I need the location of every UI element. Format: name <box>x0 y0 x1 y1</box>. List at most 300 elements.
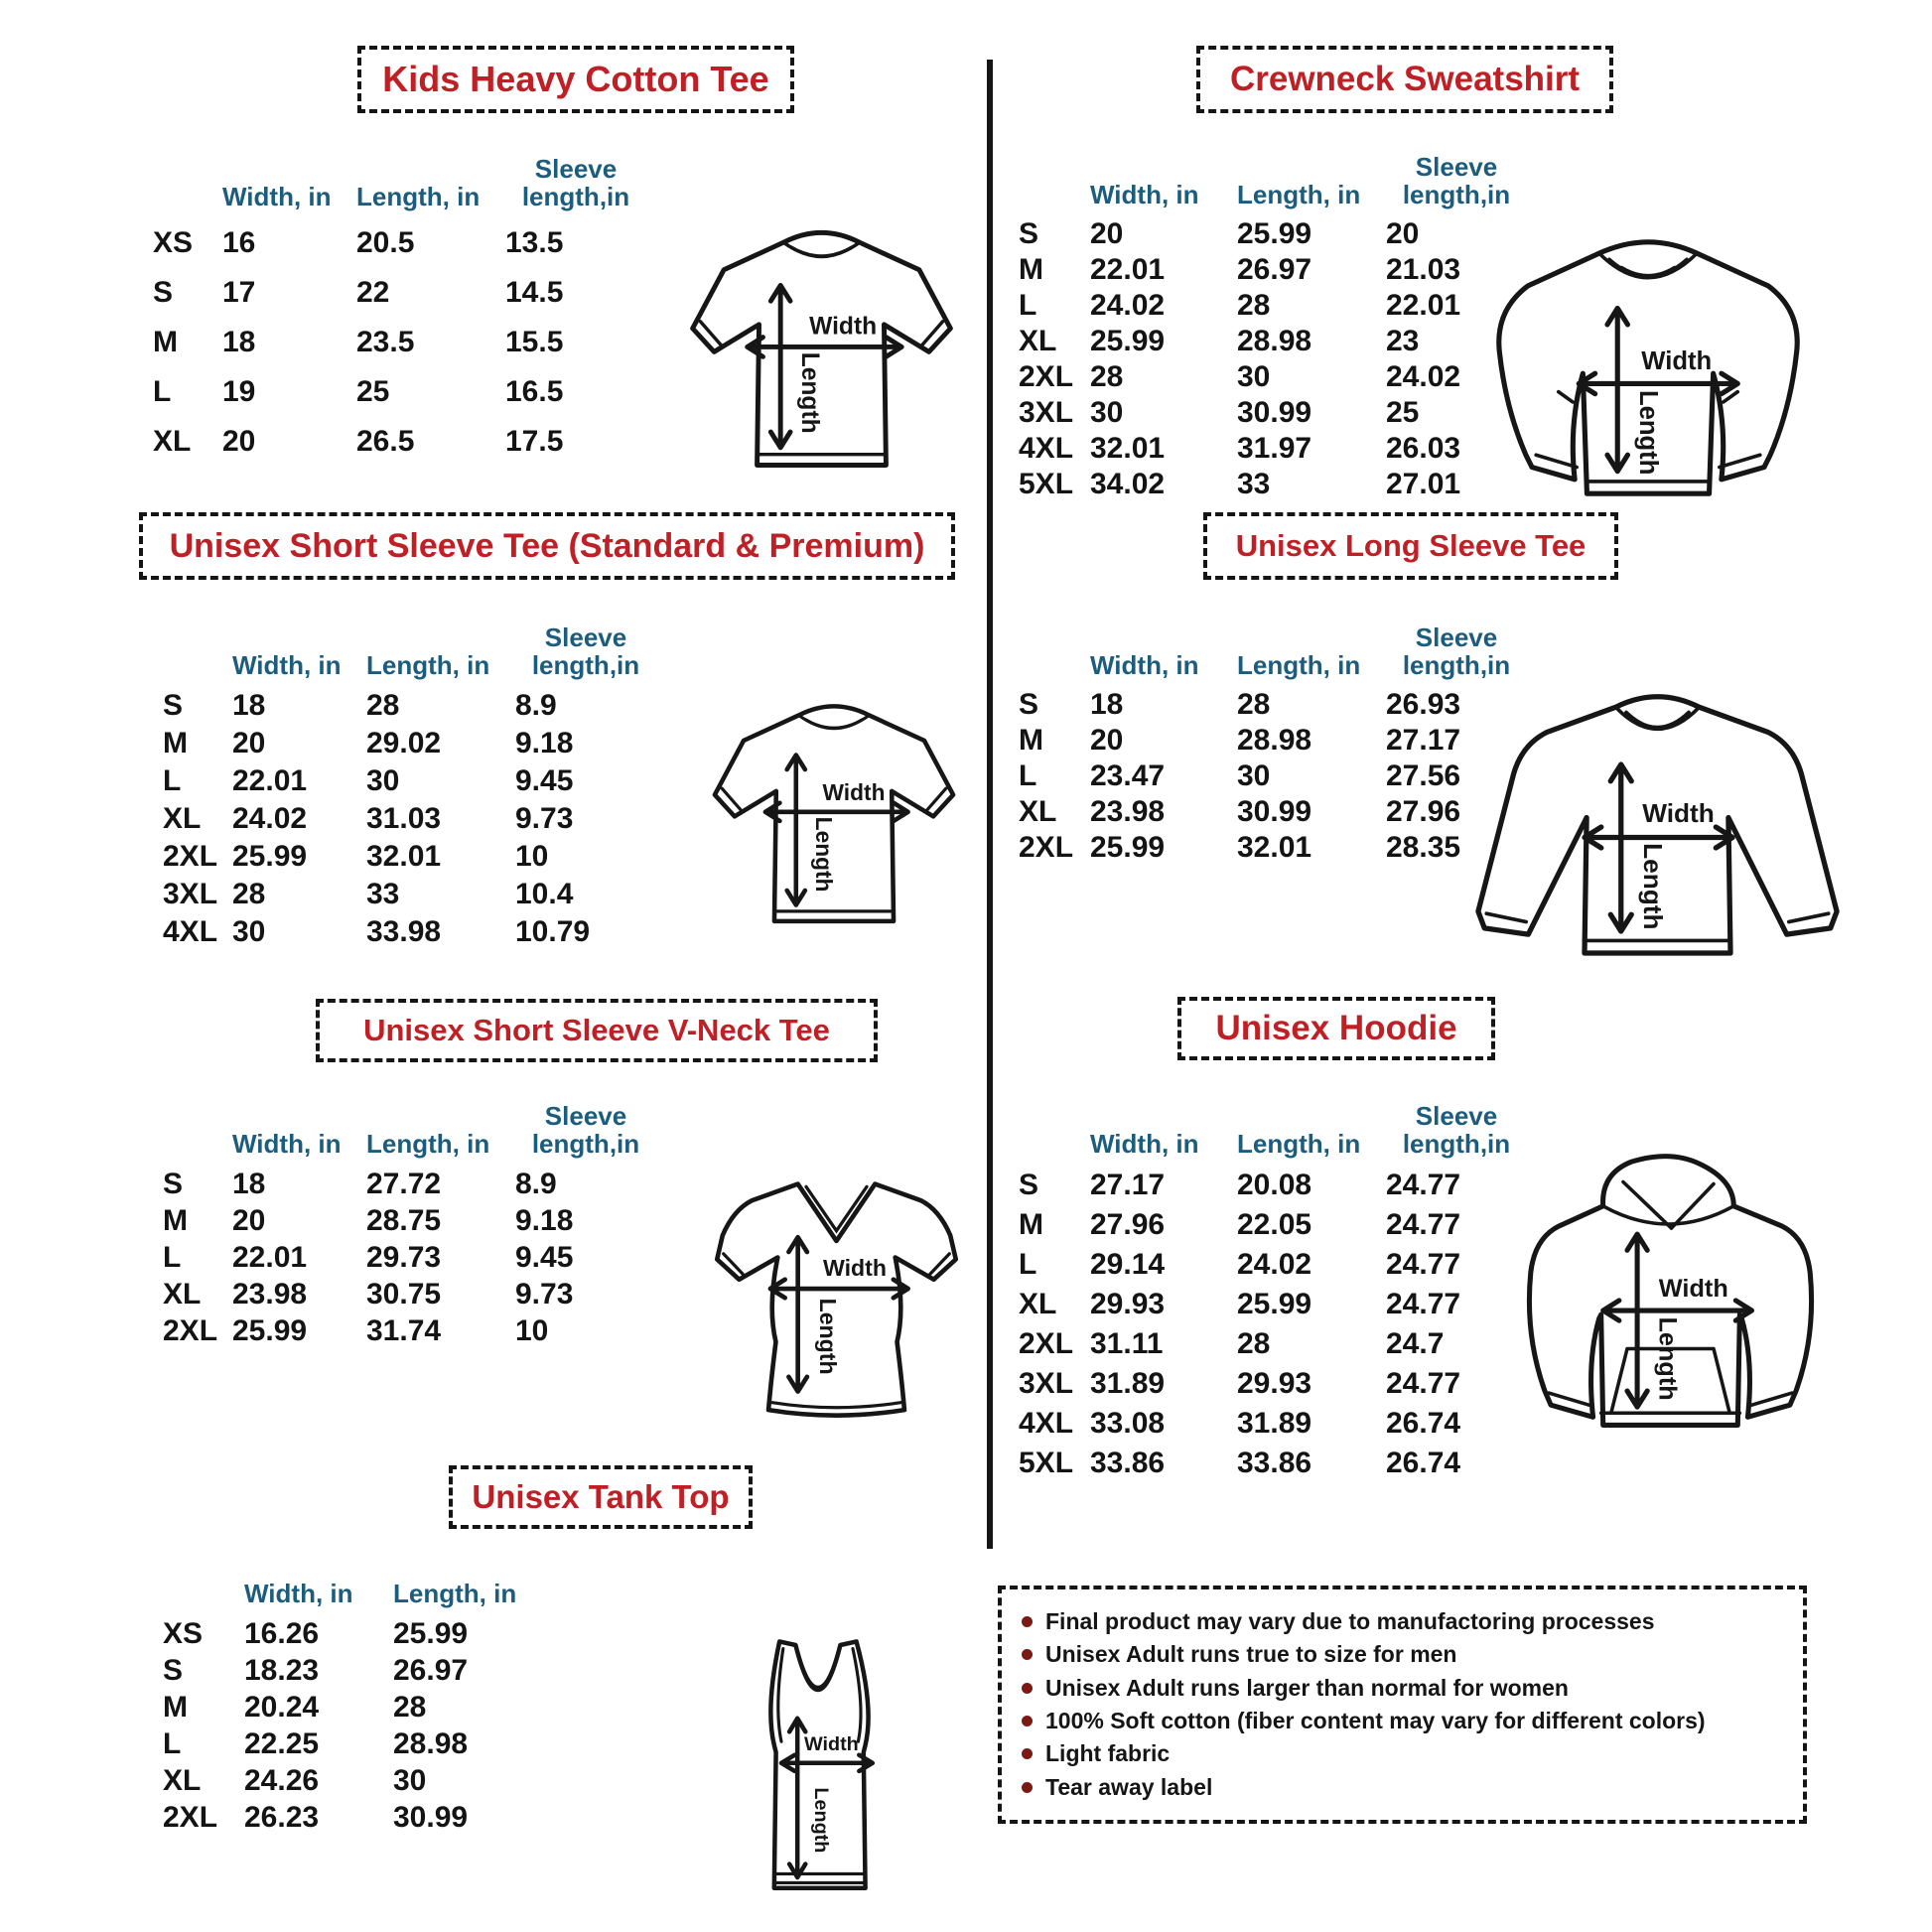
size-value: 30 <box>1237 759 1271 792</box>
size-value: 24.02 <box>1090 289 1166 322</box>
width-label: Width <box>1641 347 1713 376</box>
size-value: 25.99 <box>1090 325 1166 357</box>
size-value: 31.11 <box>1090 1327 1164 1360</box>
size-value: 16 <box>222 226 256 259</box>
size-value: 26.23 <box>244 1800 320 1834</box>
size-value: 33.86 <box>1090 1447 1166 1479</box>
size-value: 13.5 <box>505 226 564 259</box>
size-value: 18 <box>1090 688 1124 721</box>
size-value: 29.93 <box>1090 1288 1166 1320</box>
table-row <box>149 1312 660 1349</box>
size-label: XL <box>163 802 202 835</box>
col-header: Width, in <box>1090 649 1199 680</box>
size-label: 2XL <box>1019 360 1074 393</box>
bullet-icon <box>1022 1649 1033 1660</box>
table-row <box>1005 1285 1531 1324</box>
table-row <box>1005 1444 1531 1483</box>
short-sleeve-tee-title-box <box>139 512 955 580</box>
size-label: 4XL <box>1019 1407 1074 1440</box>
size-value: 20 <box>222 425 256 458</box>
table-row <box>1005 1364 1531 1404</box>
crewneck-title-box <box>1196 46 1613 113</box>
size-value: 30 <box>393 1763 427 1797</box>
size-value: 25 <box>1386 396 1420 429</box>
size-value: 21.03 <box>1386 253 1461 286</box>
size-value: 29.73 <box>366 1240 442 1274</box>
length-label: Length <box>814 1298 841 1375</box>
size-value: 10.79 <box>515 915 591 948</box>
note-item <box>1022 1740 1783 1767</box>
kids-tee-table <box>139 127 650 467</box>
note-text: Final product may vary due to manufactoring processes <box>1045 1608 1655 1635</box>
size-value: 23 <box>1386 325 1420 357</box>
size-label: XL <box>1019 325 1057 357</box>
table-row <box>1005 794 1531 830</box>
size-value: 33.08 <box>1090 1407 1166 1440</box>
size-value: 29.93 <box>1237 1367 1312 1400</box>
size-label: XL <box>163 1277 202 1311</box>
col-header: Sleeve length,in <box>531 1100 640 1159</box>
size-value: 28.98 <box>1237 325 1312 357</box>
table-header-row <box>139 127 650 218</box>
crewneck-title: Crewneck Sweatshirt <box>1229 60 1581 98</box>
table-row <box>1005 431 1531 467</box>
table-row <box>139 417 650 467</box>
size-value: 32.01 <box>1237 831 1312 864</box>
col-header: Sleeve length,in <box>521 153 630 211</box>
size-value: 30 <box>366 764 400 797</box>
size-value: 27.96 <box>1090 1208 1166 1241</box>
kids-tee-illustration <box>655 194 988 496</box>
size-label: 2XL <box>1019 1327 1074 1360</box>
size-value: 28 <box>1237 289 1271 322</box>
size-value: 22.01 <box>232 764 308 797</box>
size-label: 4XL <box>1019 432 1074 465</box>
table-row <box>139 318 650 367</box>
size-value: 28 <box>393 1690 427 1724</box>
length-label: Length <box>810 816 837 893</box>
table-row <box>149 1276 660 1312</box>
size-label: 4XL <box>163 915 218 948</box>
table-row <box>149 1799 548 1836</box>
size-value: 31.74 <box>366 1313 442 1347</box>
note-text: Unisex Adult runs larger than normal for women <box>1045 1674 1569 1701</box>
note-item <box>1022 1641 1783 1668</box>
table-row <box>149 913 660 951</box>
size-value: 34.02 <box>1090 468 1166 500</box>
size-value: 8.9 <box>515 689 557 722</box>
size-value: 28 <box>1237 688 1271 721</box>
table-row <box>149 1725 548 1762</box>
size-value: 32.01 <box>1090 432 1166 465</box>
size-value: 24.77 <box>1386 1169 1461 1201</box>
v-neck-tee-title: Unisex Short Sleeve V-Neck Tee <box>363 1013 830 1047</box>
size-value: 24.77 <box>1386 1288 1461 1320</box>
hoodie-title: Unisex Hoodie <box>1215 1009 1457 1047</box>
size-value: 14.5 <box>505 276 564 309</box>
size-value: 18 <box>232 1167 266 1200</box>
col-header: Length, in <box>366 1128 490 1159</box>
size-value: 9.73 <box>515 802 574 835</box>
size-value: 32.01 <box>366 840 442 873</box>
size-value: 27.17 <box>1386 724 1461 757</box>
long-sleeve-tee-table <box>1005 596 1531 866</box>
size-value: 30.99 <box>1237 795 1312 828</box>
crewneck-illustration <box>1464 208 1832 524</box>
size-label: L <box>1019 759 1037 792</box>
size-value: 27.01 <box>1386 468 1461 500</box>
col-header: Width, in <box>1090 1128 1199 1159</box>
col-header: Length, in <box>1237 1128 1361 1159</box>
size-value: 17 <box>222 276 256 309</box>
note-text: Tear away label <box>1045 1773 1213 1800</box>
size-label: L <box>1019 289 1037 322</box>
table-header-row <box>149 1534 548 1615</box>
short-sleeve-tee-title: Unisex Short Sleeve Tee (Standard & Premium) <box>169 526 925 565</box>
size-value: 28.75 <box>366 1203 442 1237</box>
size-value: 9.45 <box>515 1240 574 1274</box>
table-row <box>149 762 660 800</box>
size-value: 20.08 <box>1237 1169 1312 1201</box>
size-label: S <box>163 689 184 722</box>
size-value: 22.01 <box>1386 289 1461 322</box>
size-label: S <box>163 1167 184 1200</box>
size-value: 25.99 <box>1237 1288 1312 1320</box>
size-value: 22.01 <box>1090 253 1166 286</box>
size-value: 26.74 <box>1386 1447 1461 1479</box>
size-label: M <box>1019 253 1043 286</box>
size-value: 17.5 <box>505 425 564 458</box>
size-value: 27.72 <box>366 1167 442 1200</box>
size-value: 24.02 <box>1386 360 1461 393</box>
col-header: Length, in <box>356 181 481 211</box>
table-row <box>149 1239 660 1276</box>
size-label: 2XL <box>163 1313 218 1347</box>
length-label: Length <box>1633 389 1662 476</box>
width-label: Width <box>823 1255 887 1282</box>
col-header: Sleeve length,in <box>531 621 640 680</box>
size-label: M <box>163 1690 188 1724</box>
length-label: Length <box>810 1787 833 1854</box>
size-label: 2XL <box>163 1800 218 1834</box>
length-label: Length <box>795 351 823 434</box>
size-value: 33 <box>1237 468 1271 500</box>
v-neck-tee-title-box <box>316 999 878 1062</box>
size-value: 22.05 <box>1237 1208 1312 1241</box>
size-label: 2XL <box>163 840 218 873</box>
v-neck-tee-illustration <box>680 1142 993 1436</box>
table-row <box>1005 687 1531 723</box>
size-value: 30 <box>1237 360 1271 393</box>
size-value: 20 <box>1090 724 1124 757</box>
size-label: S <box>153 276 174 309</box>
size-value: 28 <box>366 689 400 722</box>
length-label: Length <box>1653 1316 1682 1401</box>
bullet-icon <box>1022 1616 1033 1627</box>
size-value: 25.99 <box>232 840 308 873</box>
size-label: L <box>153 375 172 408</box>
short-sleeve-tee-table <box>149 596 660 951</box>
col-header: Length, in <box>393 1578 517 1608</box>
table-row <box>149 1762 548 1799</box>
col-header: Length, in <box>1237 179 1361 209</box>
table-row <box>139 218 650 268</box>
col-header: Length, in <box>1237 649 1361 680</box>
table-row <box>149 1615 548 1652</box>
short-sleeve-tee-illustration <box>680 670 988 950</box>
size-label: L <box>1019 1248 1037 1281</box>
size-value: 10 <box>515 1313 549 1347</box>
size-value: 30 <box>1090 396 1124 429</box>
table-header-row <box>1005 125 1531 216</box>
table-row <box>149 725 660 762</box>
col-header: Width, in <box>232 1128 342 1159</box>
size-value: 27.17 <box>1090 1169 1166 1201</box>
size-value: 24.77 <box>1386 1208 1461 1241</box>
size-value: 26.97 <box>1237 253 1312 286</box>
col-header: Sleeve length,in <box>1402 1100 1511 1159</box>
size-value: 24.7 <box>1386 1327 1445 1360</box>
size-value: 31.97 <box>1237 432 1312 465</box>
col-header: Width, in <box>244 1578 353 1608</box>
size-value: 24.02 <box>232 802 308 835</box>
tank-top-illustration <box>710 1618 933 1922</box>
note-item <box>1022 1675 1783 1702</box>
size-value: 31.03 <box>366 802 442 835</box>
table-row <box>1005 467 1531 502</box>
width-label: Width <box>809 313 878 341</box>
col-header: Width, in <box>222 181 332 211</box>
size-label: XL <box>163 1763 202 1797</box>
tank-top-title: Unisex Tank Top <box>472 1478 730 1515</box>
note-text: Unisex Adult runs true to size for men <box>1045 1641 1457 1668</box>
note-item <box>1022 1774 1783 1801</box>
size-label: XL <box>1019 1288 1057 1320</box>
size-value: 9.73 <box>515 1277 574 1311</box>
size-value: 24.26 <box>244 1763 320 1797</box>
table-row <box>1005 830 1531 866</box>
table-row <box>149 1166 660 1202</box>
size-label: 3XL <box>163 878 218 910</box>
size-label: 3XL <box>1019 396 1074 429</box>
long-sleeve-tee-title: Unisex Long Sleeve Tee <box>1235 528 1587 563</box>
size-value: 26.03 <box>1386 432 1461 465</box>
crewneck-table <box>1005 125 1531 502</box>
v-neck-tee-table <box>149 1074 660 1349</box>
size-value: 20 <box>1090 217 1124 250</box>
size-value: 25 <box>356 375 390 408</box>
size-label: M <box>163 727 188 759</box>
table-row <box>1005 395 1531 431</box>
col-header: Width, in <box>1090 179 1199 209</box>
table-row <box>1005 216 1531 252</box>
table-row <box>149 838 660 876</box>
size-value: 20.24 <box>244 1690 320 1724</box>
size-value: 29.14 <box>1090 1248 1166 1281</box>
size-value: 29.02 <box>366 727 442 759</box>
size-value: 30 <box>232 915 266 948</box>
size-value: 20 <box>232 727 266 759</box>
table-header-row <box>1005 1074 1531 1166</box>
size-value: 9.45 <box>515 764 574 797</box>
size-label: XL <box>153 425 192 458</box>
size-value: 24.77 <box>1386 1248 1461 1281</box>
bullet-icon <box>1022 1782 1033 1793</box>
size-value: 28 <box>232 878 266 910</box>
note-item <box>1022 1608 1783 1635</box>
table-row <box>1005 1205 1531 1245</box>
table-row <box>1005 359 1531 395</box>
size-value: 9.18 <box>515 1203 574 1237</box>
size-value: 9.18 <box>515 727 574 759</box>
long-sleeve-tee-title-box <box>1203 512 1618 580</box>
col-header: Sleeve length,in <box>1402 621 1511 680</box>
size-value: 26.74 <box>1386 1407 1461 1440</box>
width-label: Width <box>1658 1274 1728 1303</box>
size-value: 20 <box>232 1203 266 1237</box>
table-header-row <box>149 596 660 687</box>
size-label: 3XL <box>1019 1367 1074 1400</box>
size-value: 22.25 <box>244 1726 320 1760</box>
size-value: 24.77 <box>1386 1367 1461 1400</box>
size-value: 18.23 <box>244 1653 320 1687</box>
size-value: 25.99 <box>1237 217 1312 250</box>
size-value: 26.5 <box>356 425 415 458</box>
size-value: 16.5 <box>505 375 564 408</box>
table-row <box>1005 288 1531 324</box>
table-row <box>1005 1324 1531 1364</box>
note-text: 100% Soft cotton (fiber content may vary for different colors) <box>1045 1708 1706 1734</box>
table-row <box>149 800 660 838</box>
size-value: 30.75 <box>366 1277 442 1311</box>
size-label: XS <box>163 1616 204 1650</box>
size-label: S <box>1019 1169 1039 1201</box>
size-value: 27.96 <box>1386 795 1461 828</box>
size-value: 24.02 <box>1237 1248 1312 1281</box>
size-label: S <box>1019 688 1039 721</box>
size-value: 18 <box>232 689 266 722</box>
size-label: 5XL <box>1019 1447 1074 1479</box>
size-label: M <box>163 1203 188 1237</box>
size-value: 27.56 <box>1386 759 1461 792</box>
size-value: 30.99 <box>393 1800 469 1834</box>
table-row <box>1005 252 1531 288</box>
table-row <box>1005 759 1531 794</box>
size-value: 22 <box>356 276 390 309</box>
size-value: 10 <box>515 840 549 873</box>
note-item <box>1022 1708 1783 1734</box>
size-value: 20 <box>1386 217 1420 250</box>
size-value: 33.98 <box>366 915 442 948</box>
size-value: 28.98 <box>1237 724 1312 757</box>
table-row <box>139 367 650 417</box>
size-label: 2XL <box>1019 831 1074 864</box>
tank-top-title-box <box>449 1465 753 1529</box>
size-value: 23.98 <box>1090 795 1166 828</box>
size-value: 18 <box>222 326 256 358</box>
notes-box <box>998 1586 1807 1824</box>
size-value: 31.89 <box>1237 1407 1312 1440</box>
size-value: 30.99 <box>1237 396 1312 429</box>
size-label: L <box>163 764 182 797</box>
size-value: 8.9 <box>515 1167 557 1200</box>
size-label: L <box>163 1240 182 1274</box>
size-label: XS <box>153 226 194 259</box>
size-label: 5XL <box>1019 468 1074 500</box>
table-row <box>1005 1404 1531 1444</box>
size-label: L <box>163 1726 182 1760</box>
table-row <box>1005 1245 1531 1285</box>
kids-tee-title-box <box>357 46 794 113</box>
col-header: Width, in <box>232 649 342 680</box>
size-value: 20.5 <box>356 226 415 259</box>
long-sleeve-tee-illustration <box>1459 665 1876 989</box>
hoodie-illustration <box>1484 1142 1857 1473</box>
size-label: S <box>163 1653 184 1687</box>
bullet-icon <box>1022 1683 1033 1694</box>
width-label: Width <box>822 778 886 805</box>
size-value: 10.4 <box>515 878 574 910</box>
table-header-row <box>149 1074 660 1166</box>
col-header: Sleeve length,in <box>1402 151 1511 209</box>
table-row <box>149 1202 660 1239</box>
size-label: S <box>1019 217 1039 250</box>
table-row <box>149 1652 548 1689</box>
size-value: 23.98 <box>232 1277 308 1311</box>
size-value: 19 <box>222 375 256 408</box>
size-value: 25.99 <box>393 1616 469 1650</box>
hoodie-title-box <box>1177 997 1495 1060</box>
bullet-icon <box>1022 1716 1033 1726</box>
size-label: M <box>153 326 178 358</box>
size-value: 28 <box>1090 360 1124 393</box>
size-value: 22.01 <box>232 1240 308 1274</box>
bullet-icon <box>1022 1748 1033 1759</box>
col-header: Length, in <box>366 649 490 680</box>
size-value: 26.93 <box>1386 688 1461 721</box>
kids-tee-title: Kids Heavy Cotton Tee <box>382 59 769 99</box>
width-label: Width <box>1642 797 1715 828</box>
size-value: 33 <box>366 878 400 910</box>
size-value: 25.99 <box>1090 831 1166 864</box>
size-value: 26.97 <box>393 1653 469 1687</box>
hoodie-table <box>1005 1074 1531 1483</box>
table-row <box>149 876 660 913</box>
table-row <box>139 268 650 318</box>
table-header-row <box>1005 596 1531 687</box>
size-value: 28.35 <box>1386 831 1461 864</box>
size-value: 16.26 <box>244 1616 320 1650</box>
size-value: 25.99 <box>232 1313 308 1347</box>
size-value: 15.5 <box>505 326 564 358</box>
table-row <box>149 1689 548 1725</box>
size-value: 23.5 <box>356 326 415 358</box>
tank-top-table <box>149 1534 548 1836</box>
table-row <box>1005 324 1531 359</box>
length-label: Length <box>1637 843 1668 930</box>
size-value: 23.47 <box>1090 759 1166 792</box>
table-row <box>1005 1166 1531 1205</box>
size-label: M <box>1019 1208 1043 1241</box>
size-value: 33.86 <box>1237 1447 1312 1479</box>
width-label: Width <box>804 1733 859 1756</box>
size-label: M <box>1019 724 1043 757</box>
size-value: 28.98 <box>393 1726 469 1760</box>
table-row <box>1005 723 1531 759</box>
table-row <box>149 687 660 725</box>
note-text: Light fabric <box>1045 1740 1171 1767</box>
size-label: XL <box>1019 795 1057 828</box>
